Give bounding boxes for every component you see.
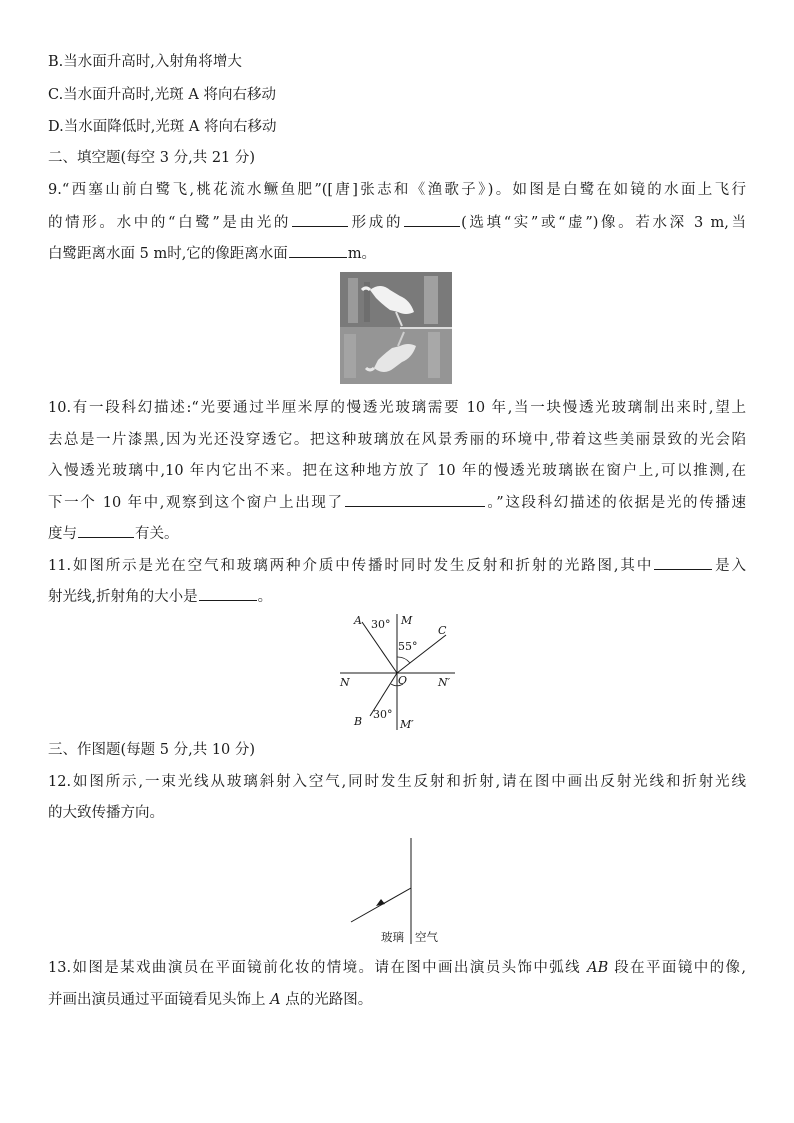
q12-glass-air-diagram <box>345 836 455 948</box>
q9-line2 <box>48 212 746 233</box>
angle-arc-55 <box>397 657 410 663</box>
label-n: N <box>340 676 350 689</box>
q13-point-a: A <box>270 992 281 1008</box>
q10-line3: 入慢透光玻璃中,10 年内它出不来。把在这种地方放了 10 年的慢透光玻璃嵌在窗户上,可以推测,在 <box>48 463 746 479</box>
q10-text-a: 下一个 10 年中,观察到这个窗户上出现了 <box>48 495 344 511</box>
q11-text-b: 是入 <box>713 558 747 574</box>
option-b: B.当水面升高时,入射角将增大 <box>48 54 242 70</box>
label-glass: 玻璃 <box>381 930 404 944</box>
q13-line2 <box>48 990 372 1010</box>
q9-text-b: 形成的 <box>349 215 404 231</box>
q11-light-path-diagram <box>330 612 470 736</box>
q9-blank-3[interactable] <box>289 243 347 258</box>
q13-text-a: 13.如图是某戏曲演员在平面镜前化妆的情境。请在图中画出演员头饰中弧线 <box>48 960 588 976</box>
section-heading-fill-in: 二、填空题(每空 3 分,共 21 分) <box>48 150 256 166</box>
q9-text-e: m。 <box>347 246 377 262</box>
label-a: A <box>354 614 362 627</box>
incident-ray <box>351 888 411 922</box>
egret-photo <box>340 272 452 384</box>
q10-text-c: 度与 <box>48 526 77 542</box>
q12-line2: 的大致传播方向。 <box>48 805 164 821</box>
q10-line5 <box>48 523 179 544</box>
option-d: D.当水面降低时,光斑 A 将向右移动 <box>48 119 277 135</box>
q9-text-a: 的情形。水中的“白鹭”是由光的 <box>48 215 292 231</box>
q13-line1 <box>48 958 746 978</box>
q9-blank-1[interactable] <box>292 212 348 227</box>
q11-line2 <box>48 586 272 607</box>
label-m-prime: M′ <box>400 718 414 731</box>
ray-arrow-icon <box>376 899 385 906</box>
label-angle-mid: 55° <box>398 640 418 653</box>
q10-blank-1[interactable] <box>345 492 485 507</box>
section-heading-drawing: 三、作图题(每题 5 分,共 10 分) <box>48 742 256 758</box>
q9-text-d: 白鹭距离水面 5 m时,它的像距离水面 <box>48 246 288 262</box>
label-m: M <box>401 614 413 627</box>
q9-line3 <box>48 243 376 264</box>
q13-text-d: 点的光路图。 <box>280 992 373 1008</box>
q11-blank-1[interactable] <box>654 555 712 570</box>
label-angle-bottom: 30° <box>373 708 393 721</box>
q11-text-c: 射光线,折射角的大小是 <box>48 589 198 605</box>
q9-blank-2[interactable] <box>404 212 460 227</box>
label-angle-top: 30° <box>371 618 391 631</box>
q10-line2: 去总是一片漆黑,因为光还没穿透它。把这种玻璃放在风景秀丽的环境中,带着这些美丽景致的光会陷 <box>48 432 746 448</box>
label-air: 空气 <box>415 930 438 944</box>
q10-blank-2[interactable] <box>78 523 134 538</box>
label-o: O <box>398 674 408 687</box>
q9-line1: 9.“西塞山前白鹭飞,桃花流水鳜鱼肥”([唐]张志和《渔歌子》)。如图是白鹭在如镜的水面上飞行 <box>48 182 746 198</box>
label-c: C <box>438 624 447 637</box>
q11-text-a: 11.如图所示是光在空气和玻璃两种介质中传播时同时发生反射和折射的光路图,其中 <box>48 558 654 574</box>
q11-text-d: 。 <box>257 589 273 605</box>
q10-line1: 10.有一段科幻描述:“光要通过半厘米厚的慢透光玻璃需要 10 年,当一块慢透光玻璃制出来时,望上 <box>48 400 746 416</box>
q11-line1 <box>48 555 746 576</box>
label-b: B <box>354 715 363 728</box>
q10-line4 <box>48 492 746 513</box>
q10-text-d: 有关。 <box>135 526 179 542</box>
q12-line1: 12.如图所示,一束光线从玻璃斜射入空气,同时发生反射和折射,请在图中画出反射光线和折射光线 <box>48 774 746 790</box>
q9-text-c: (选填“实”或“虚”)像。若水深 3 m,当 <box>461 215 746 231</box>
label-n-prime: N′ <box>438 676 451 689</box>
q11-blank-2[interactable] <box>199 586 257 601</box>
q13-text-b: 段在平面镜中的像, <box>608 960 747 976</box>
q13-arc-ab: AB <box>587 960 609 976</box>
q10-text-b: 。”这段科幻描述的依据是光的传播速 <box>485 495 746 511</box>
q13-text-c: 并画出演员通过平面镜看见头饰上 <box>48 992 271 1008</box>
option-c: C.当水面升高时,光斑 A 将向右移动 <box>48 87 276 103</box>
